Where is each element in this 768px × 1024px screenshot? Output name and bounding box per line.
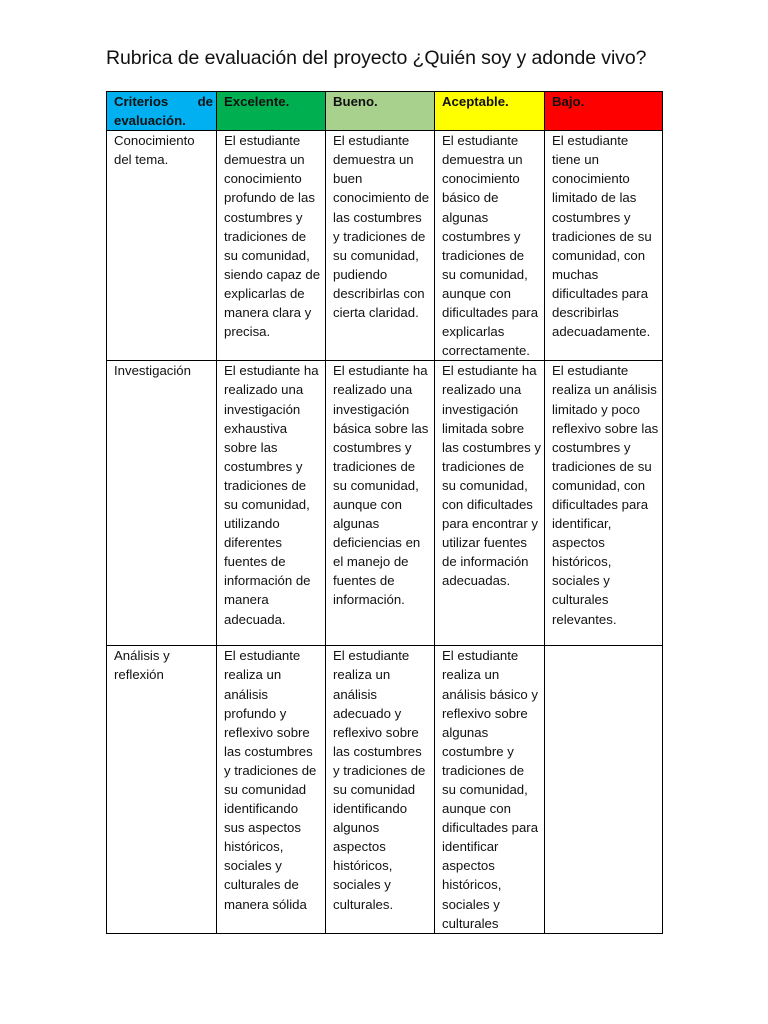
table-row: [107, 361, 663, 646]
rubric-table: [106, 91, 663, 934]
table-row: [107, 646, 663, 933]
bueno-cell: El estudiante realiza un análisis adecuado y reflexivo sobre las costumbres y tradiciones de su comunidad identificando algunos aspectos históricos, sociales y culturales.: [326, 646, 435, 933]
excelente-cell: El estudiante demuestra un conocimiento profundo de las costumbres y tradiciones de su comunidad, siendo capaz de explicarlas de manera clara y precisa.: [217, 131, 326, 361]
header-bajo: Bajo.: [545, 92, 663, 131]
header-excelente: Excelente.: [217, 92, 326, 131]
criterion-cell: Investigación: [107, 361, 217, 646]
header-criterios: [107, 92, 217, 131]
aceptable-cell: El estudiante demuestra un conocimiento básico de algunas costumbres y tradiciones de su comunidad, aunque con dificultades para explicarlas correctamente.: [435, 131, 545, 361]
excelente-cell: El estudiante realiza un análisis profundo y reflexivo sobre las costumbres y tradiciones de su comunidad identificando sus aspectos históricos, sociales y culturales de manera sólida: [217, 646, 326, 933]
bueno-cell: El estudiante ha realizado una investigación básica sobre las costumbres y tradiciones de su comunidad, aunque con algunas deficiencias en el manejo de fuentes de información.: [326, 361, 435, 646]
header-bueno: Bueno.: [326, 92, 435, 131]
criterion-cell: Conocimiento del tema.: [107, 131, 217, 361]
bajo-cell: El estudiante realiza un análisis limitado y poco reflexivo sobre las costumbres y tradiciones de su comunidad, con dificultades para identificar, aspectos históricos, sociales y culturales relevantes.: [545, 361, 663, 646]
header-criterios-word1: Criterios: [114, 94, 169, 109]
table-row: [107, 131, 663, 361]
header-criterios-word2: de: [197, 94, 213, 109]
bajo-cell: [545, 646, 663, 933]
bajo-cell: El estudiante tiene un conocimiento limitado de las costumbres y tradiciones de su comunidad, con muchas dificultades para describirlas adecuadamente.: [545, 131, 663, 361]
criterion-cell: Análisis y reflexión: [107, 646, 217, 933]
header-aceptable: Aceptable.: [435, 92, 545, 131]
bueno-cell: El estudiante demuestra un buen conocimiento de las costumbres y tradiciones de su comunidad, pudiendo describirlas con cierta claridad.: [326, 131, 435, 361]
header-row: [107, 92, 663, 131]
aceptable-cell: El estudiante ha realizado una investigación limitada sobre las costumbres y tradiciones de su comunidad, con dificultades para encontrar y utilizar fuentes de información adecuadas.: [435, 361, 545, 646]
header-criterios-word3: evaluación.: [114, 113, 186, 129]
excelente-cell: El estudiante ha realizado una investigación exhaustiva sobre las costumbres y tradiciones de su comunidad, utilizando diferentes fuentes de información de manera adecuada.: [217, 361, 326, 646]
aceptable-cell: El estudiante realiza un análisis básico y reflexivo sobre algunas costumbre y tradiciones de su comunidad, aunque con dificultades para identificar aspectos históricos, sociales y culturales: [435, 646, 545, 933]
document-title: Rubrica de evaluación del proyecto ¿Quién soy y adonde vivo?: [106, 47, 647, 69]
